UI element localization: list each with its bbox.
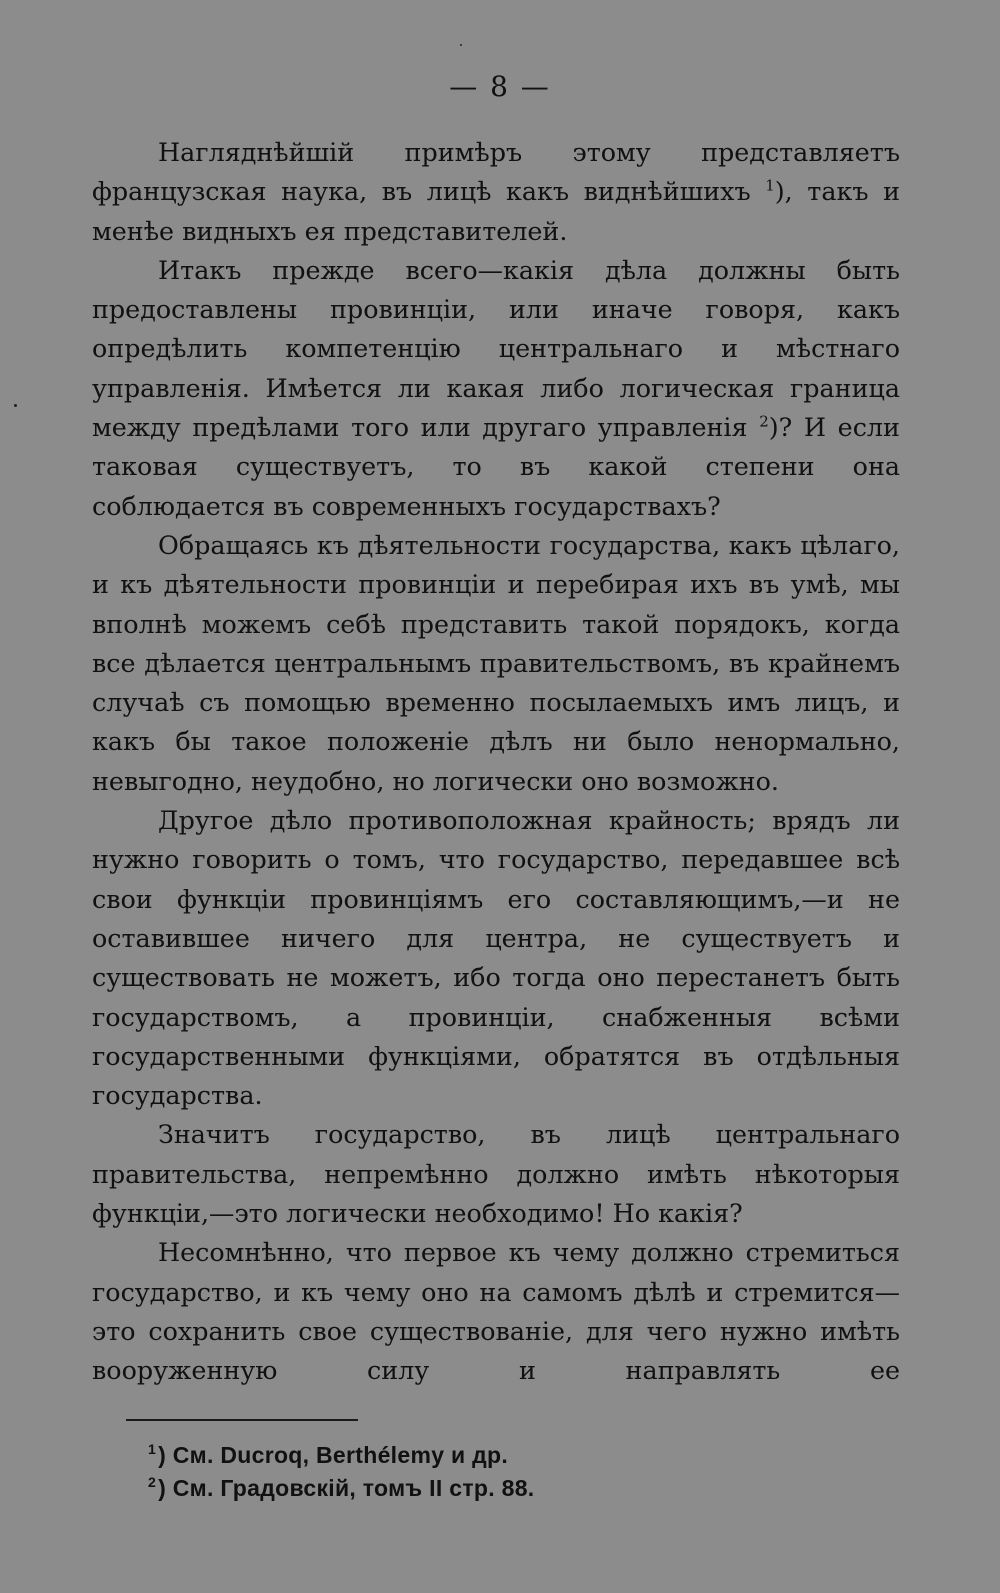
- paragraph-5-text: Значитъ государство, въ лицѣ центральнаго правительства, непремѣнно должно имѣть нѣкоторыя функціи,—это логически необходимо! Но какія?: [92, 1119, 900, 1229]
- page-number: — 8 —: [449, 70, 551, 103]
- footnote-1: [148, 1439, 888, 1472]
- footnote-1-text: ) См. Ducroq, Berthélemy и др.: [158, 1442, 509, 1468]
- footnote-2: [148, 1472, 888, 1505]
- footnotes: [148, 1439, 888, 1505]
- footnote-1-number: 1: [148, 1441, 157, 1458]
- footnote-2-number: 2: [148, 1474, 157, 1491]
- paragraph-4-text: Другое дѣло противоположная крайность; врядъ ли нужно говорить о томъ, что государство, передавшее всѣ свои функціи провинціямъ его составляющимъ,—и не оставившее ничего для центра, не существуетъ и существовать не можетъ, ибо тогда оно перестанетъ быть государствомъ, а провинціи, снабженныя всѣми государственными функціями, обратятся въ отдѣльныя государства.: [92, 805, 900, 1111]
- paragraph-1-text-b: ), такъ и менѣе видныхъ ея представителей.: [92, 176, 901, 246]
- paragraph-6-text: Несомнѣнно, что первое къ чему должно стремиться государство, и къ чему оно на самомъ дѣлѣ и стремится—это сохранить свое существованіе, для чего нужно имѣть вооруженную силу и направлять ее: [92, 1237, 900, 1386]
- paragraph-5: [92, 1115, 900, 1233]
- paragraph-3: [92, 526, 900, 801]
- paragraph-6: [92, 1233, 900, 1390]
- paragraph-2: [92, 251, 900, 526]
- paragraph-2-text-b: )? И если таковая существуетъ, то въ какой степени она соблюдается въ современныхъ государствахъ?: [92, 412, 900, 521]
- paragraph-1: [92, 133, 900, 251]
- paragraph-4: [92, 801, 900, 1115]
- scan-speck: [14, 404, 17, 407]
- paragraph-3-text: Обращаясь къ дѣятельности государства, какъ цѣлаго, и къ дѣятельности провинціи и перебирая ихъ въ умѣ, мы вполнѣ можемъ себѣ представить такой порядокъ, когда все дѣлается центральнымъ правительствомъ, въ крайнемъ случаѣ съ помощью временно посылаемыхъ имъ лицъ, и какъ бы такое положеніе дѣлъ ни было ненормально, невыгодно, неудобно, но логически оно возможно.: [92, 529, 900, 796]
- footnote-divider: [126, 1419, 358, 1421]
- footnote-ref-2: 2: [759, 412, 769, 431]
- footnote-ref-1: 1: [765, 176, 775, 195]
- paragraph-2-text-a: Итакъ прежде всего—какія дѣла должны быть предоставлены провинціи, или иначе говоря, какъ опредѣлить компетенцію центральнаго и мѣстнаго управленія. Имѣется ли какая либо логическая граница между предѣлами того или другаго управленія: [92, 254, 900, 443]
- paragraph-1-text-a: Нагляднѣйшій примѣръ этому представляетъ французская наука, въ лицѣ какъ виднѣйшихъ: [92, 137, 900, 207]
- body-text: [92, 133, 900, 1391]
- scan-speck: [460, 44, 462, 46]
- footnote-2-text: ) См. Градовскій, томъ II стр. 88.: [158, 1475, 535, 1501]
